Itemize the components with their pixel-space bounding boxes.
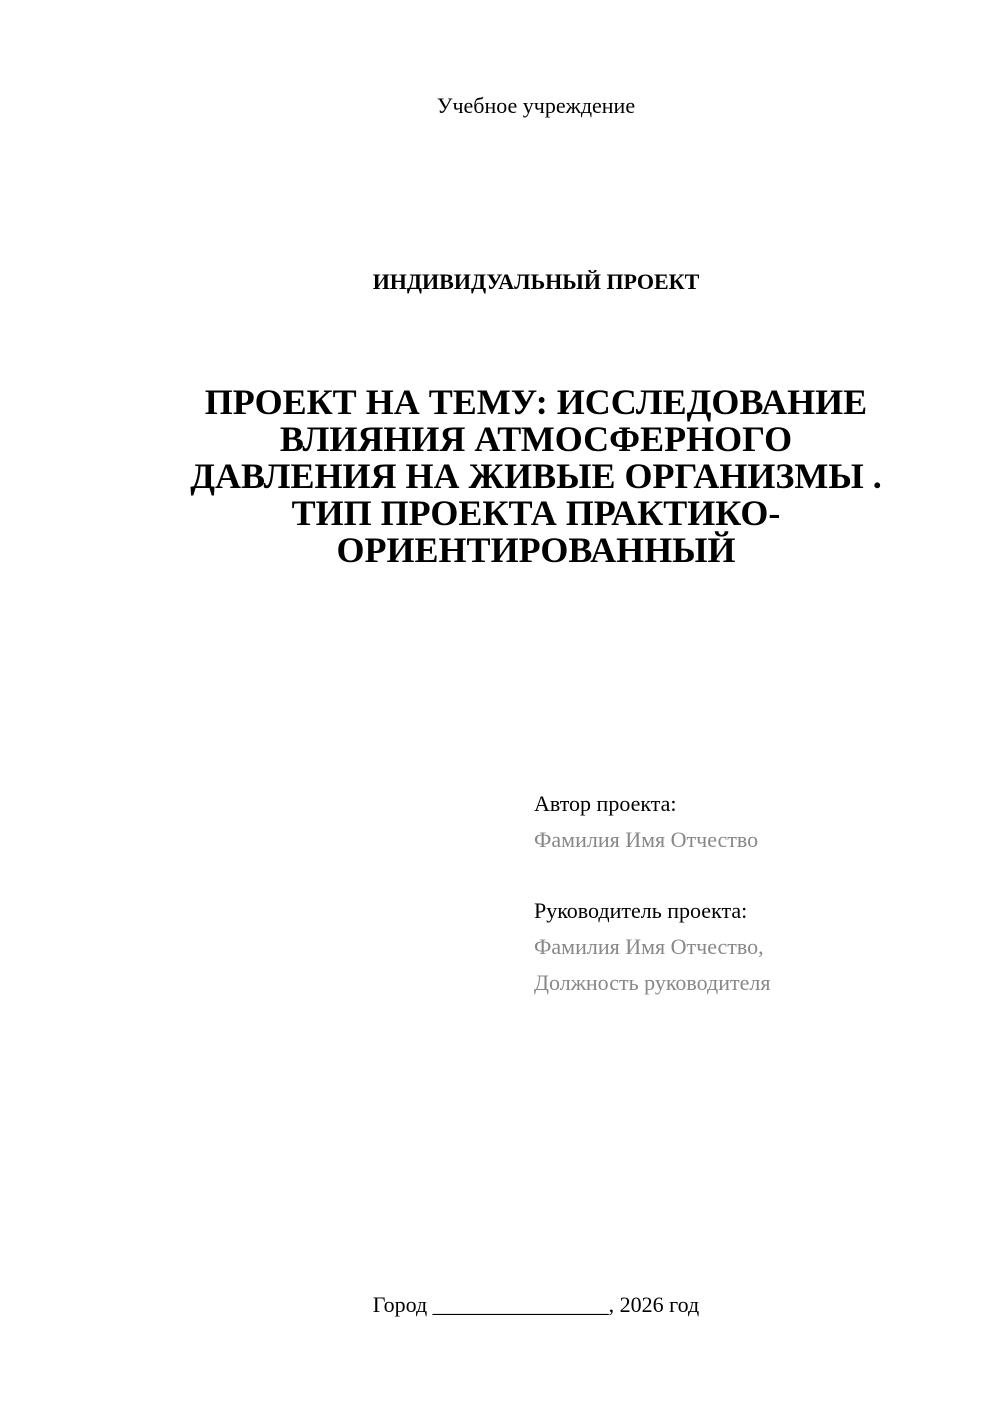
supervisor-block <box>534 893 770 1001</box>
project-title-line: ПРОЕКТ НА ТЕМУ: ИССЛЕДОВАНИЕ <box>204 382 868 422</box>
institution-name: Учебное учреждение <box>436 93 636 118</box>
project-title-line: ВЛИЯНИЯ АТМОСФЕРНОГО <box>279 419 793 459</box>
project-title <box>150 384 922 569</box>
city-year-line: Город ________________, 2026 год <box>372 1292 700 1317</box>
project-title-line: ОРИЕНТИРОВАННЫЙ <box>336 530 736 570</box>
project-type-heading: ИНДИВИДУАЛЬНЫЙ ПРОЕКТ <box>372 269 700 294</box>
project-title-line: ДАВЛЕНИЯ НА ЖИВЫЕ ОРГАНИЗМЫ . <box>190 456 882 496</box>
supervisor-position: Должность руководителя <box>534 970 771 995</box>
supervisor-name: Фамилия Имя Отчество, <box>534 934 764 959</box>
author-label: Автор проекта: <box>534 791 677 816</box>
project-title-line: ТИП ПРОЕКТА ПРАКТИКО- <box>291 493 781 533</box>
author-name: Фамилия Имя Отчество <box>534 827 759 852</box>
supervisor-label: Руководитель проекта: <box>534 898 748 923</box>
author-block <box>534 786 758 858</box>
